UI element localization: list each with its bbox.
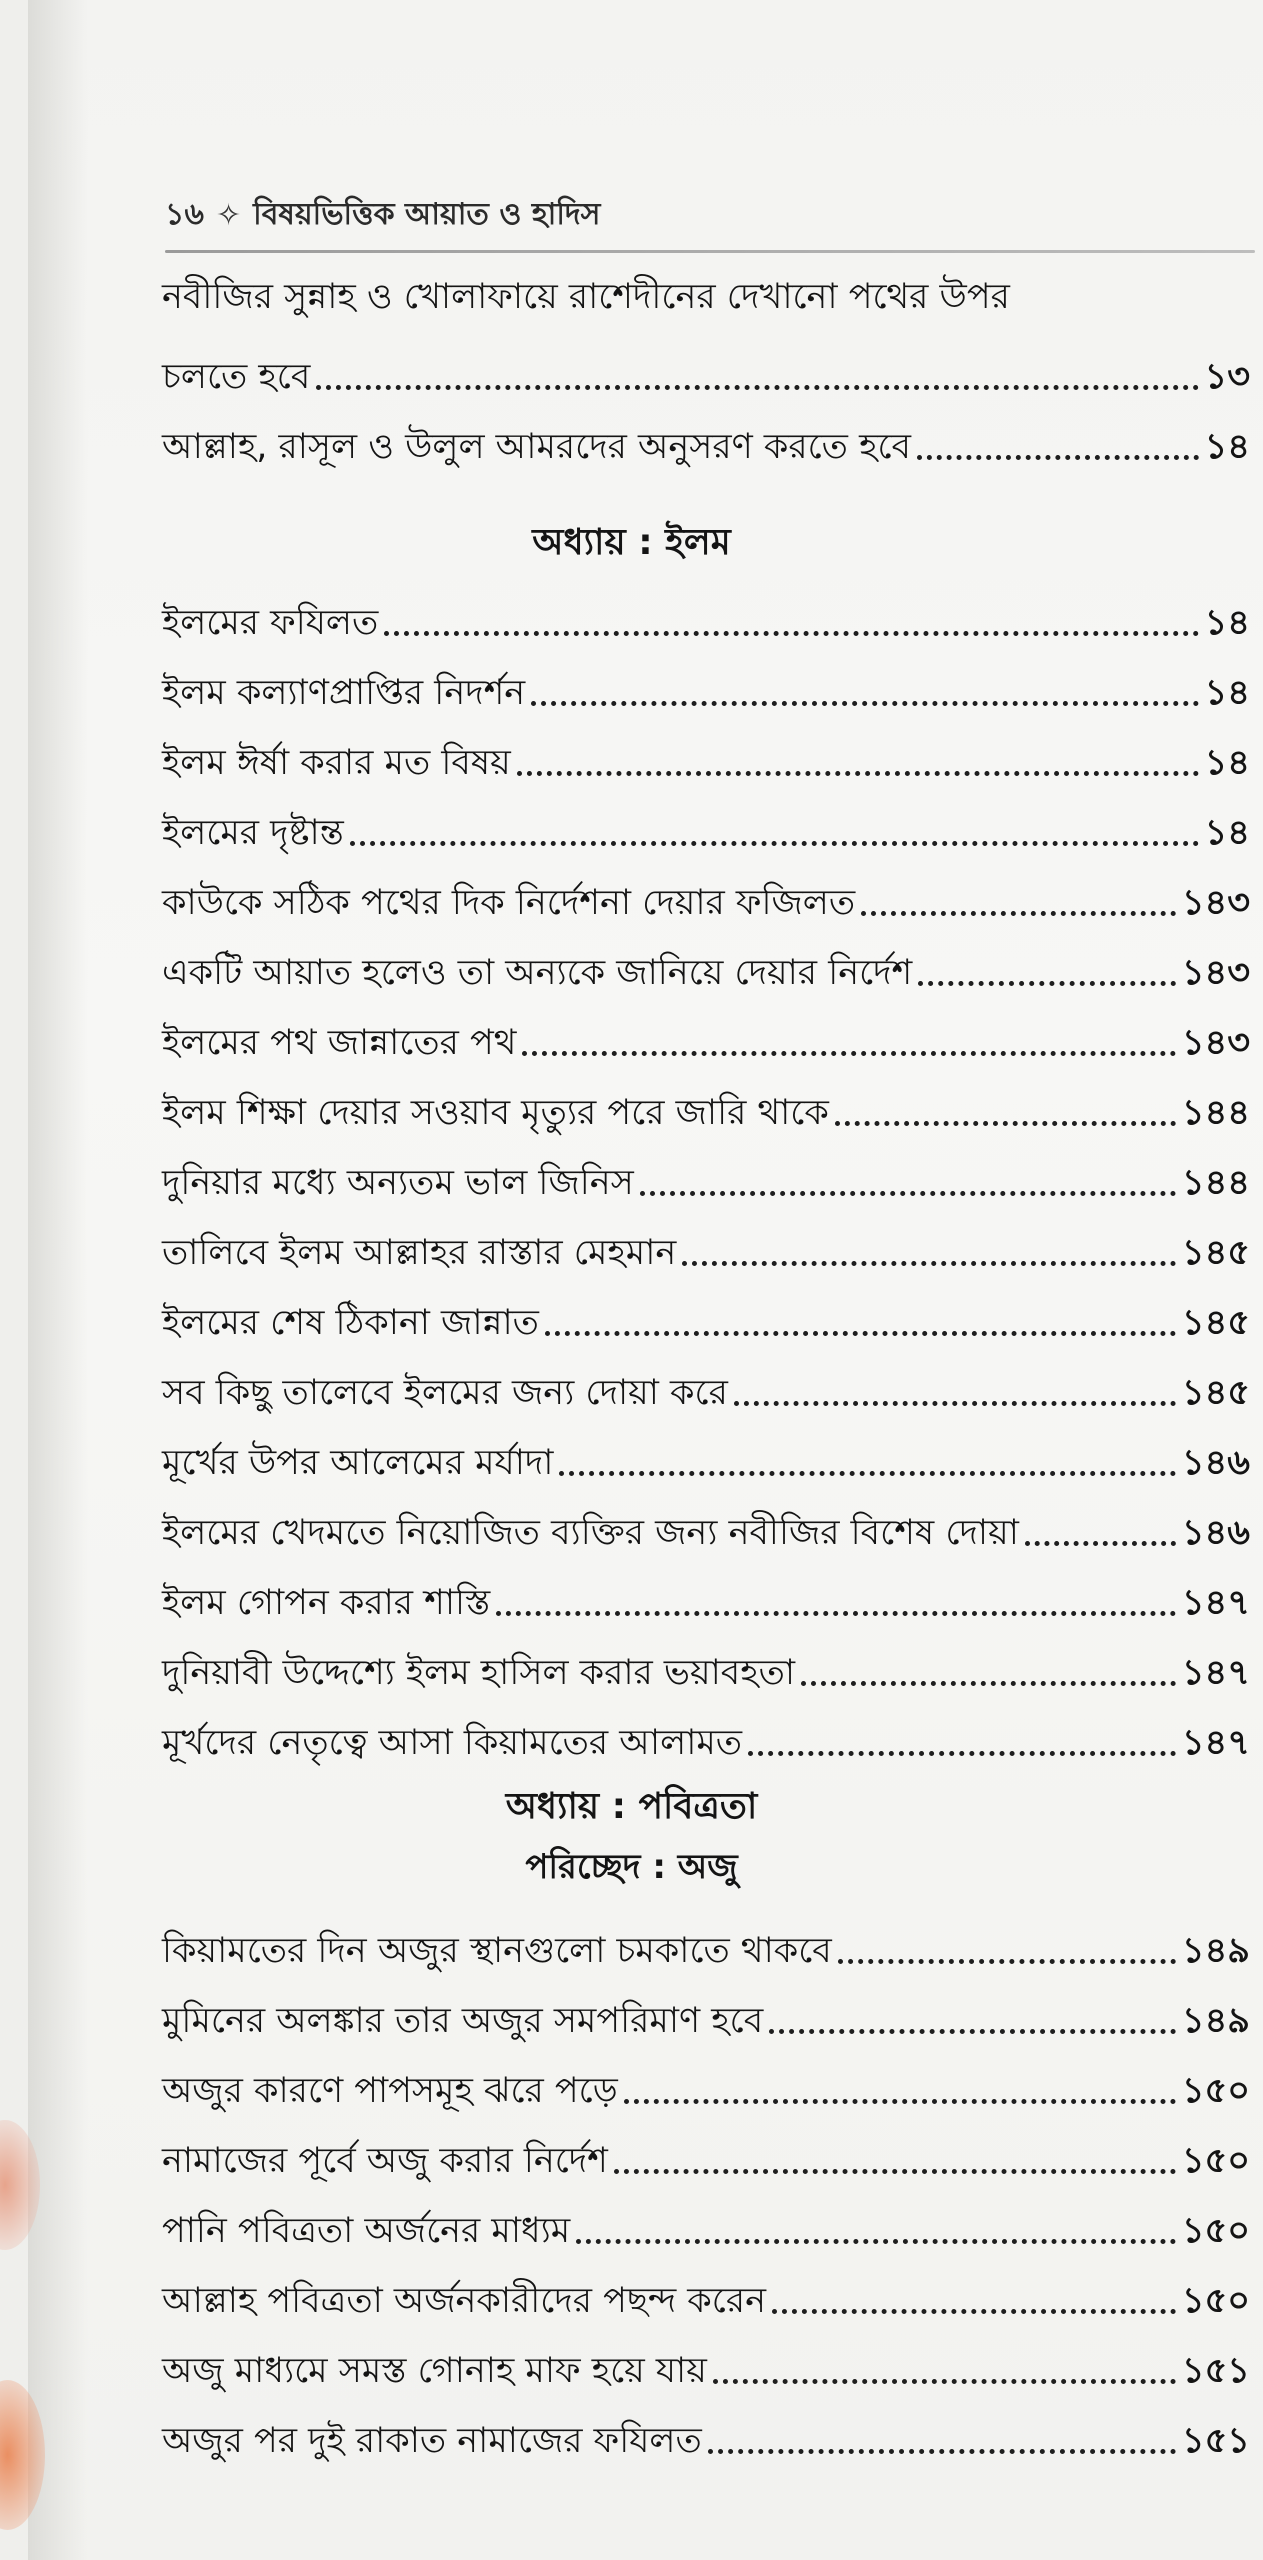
- toc-entry-page: ১৪৫: [1181, 1373, 1250, 1413]
- toc-entry-title: নবীজির সুন্নাহ ও খোলাফায়ে রাশেদীনের দেখানো পথের উপর: [162, 277, 1010, 317]
- toc-entry-title: অজুর কারণে পাপসমূহ ঝরে পড়ে: [162, 2071, 618, 2111]
- toc-entry[interactable]: [162, 1226, 1250, 1280]
- toc-entry-title: মুমিনের অলঙ্কার তার অজুর সমপরিমাণ হবে: [162, 2001, 764, 2041]
- dot-leader: [838, 1959, 1176, 1964]
- toc-entry-title: ইলম গোপন করার শাস্তি: [162, 1583, 491, 1623]
- toc-entry[interactable]: [162, 1576, 1250, 1630]
- toc-entry-title: ইলম ঈর্ষা করার মত বিষয়: [162, 743, 511, 783]
- toc-entry-page: ১৪৭: [1181, 1583, 1250, 1623]
- dot-leader: [769, 2029, 1176, 2034]
- toc-entry-page: ১৪৬: [1181, 1443, 1250, 1483]
- toc-entry[interactable]: [162, 350, 1250, 404]
- toc-entry-title: চলতে হবে: [162, 357, 311, 397]
- toc-entry-page: ১৫০: [1181, 2071, 1250, 2111]
- dot-leader: [545, 1331, 1176, 1336]
- toc-entry-page: ১৫০: [1181, 2281, 1250, 2321]
- toc-entry-page: ১৩: [1204, 357, 1250, 397]
- toc-entry-title: ইলম শিক্ষা দেয়ার সওয়াব মৃত্যুর পরে জারি থাকে: [162, 1093, 829, 1133]
- toc-entry[interactable]: [162, 420, 1250, 474]
- toc-entry-page: ১৪৩: [1181, 1023, 1250, 1063]
- toc-entry-title: পানি পবিত্রতা অর্জনের মাধ্যম: [162, 2211, 571, 2251]
- toc-entry-title: নামাজের পূর্বে অজু করার নির্দেশ: [162, 2141, 608, 2181]
- toc-entry[interactable]: [162, 1994, 1250, 2048]
- toc-entry-page: ১৪: [1204, 427, 1250, 467]
- toc-entry-title: কাউকে সঠিক পথের দিক নির্দেশনা দেয়ার ফজিলত: [162, 883, 856, 923]
- toc-entry[interactable]: [162, 2414, 1250, 2468]
- dot-leader: [835, 1121, 1176, 1126]
- running-header: [165, 192, 1165, 238]
- toc-entry[interactable]: [162, 270, 1250, 324]
- chapter-heading-purity: অধ্যায় : পবিত্রতা: [505, 1786, 758, 1827]
- toc-entry-title: অজুর পর দুই রাকাত নামাজের ফযিলত: [162, 2421, 702, 2461]
- toc-entry-page: ১৪: [1204, 743, 1250, 783]
- toc-entry-title: মূর্খের উপর আলেমের মর্যাদা: [162, 1443, 554, 1483]
- header-ornament-icon: ✧: [215, 197, 242, 233]
- dot-leader: [772, 2309, 1176, 2314]
- toc-entry[interactable]: [162, 2344, 1250, 2398]
- dot-leader: [624, 2099, 1176, 2104]
- toc-entry-title: আল্লাহ, রাসূল ও উলুল আমরদের অনুসরণ করতে হবে: [162, 427, 911, 467]
- dot-leader: [748, 1751, 1176, 1756]
- toc-entry-title: ইলমের শেষ ঠিকানা জান্নাত: [162, 1303, 539, 1343]
- toc-entry-title: মূর্খদের নেতৃত্বে আসা কিয়ামতের আলামত: [162, 1723, 743, 1763]
- toc-entry-title: ইলমের ফযিলত: [162, 603, 379, 643]
- toc-entry[interactable]: [162, 1016, 1250, 1070]
- toc-entry-title: ইলম কল্যাণপ্রাপ্তির নিদর্শন: [162, 673, 526, 713]
- toc-entry[interactable]: [162, 1086, 1250, 1140]
- book-title: বিষয়ভিত্তিক আয়াত ও হাদিস: [253, 196, 601, 232]
- dot-leader: [522, 1051, 1175, 1056]
- toc-entry[interactable]: [162, 1296, 1250, 1350]
- toc-entry[interactable]: [162, 876, 1250, 930]
- toc-entry-page: ১৪: [1204, 813, 1250, 853]
- toc-entry[interactable]: [162, 1646, 1250, 1700]
- dot-leader: [682, 1261, 1176, 1266]
- toc-entry-page: ১৫০: [1181, 2141, 1250, 2181]
- toc-entry[interactable]: [162, 2134, 1250, 2188]
- toc-entry-title: ইলমের দৃষ্টান্ত: [162, 813, 344, 853]
- dot-leader: [517, 771, 1199, 776]
- dot-leader: [316, 385, 1198, 390]
- toc-entry[interactable]: [162, 1924, 1250, 1978]
- dot-leader: [861, 911, 1176, 916]
- toc-entry-page: ১৫১: [1181, 2421, 1250, 2461]
- dot-leader: [1025, 1541, 1176, 1546]
- toc-entry-page: ১৪৪: [1181, 1163, 1250, 1203]
- toc-entry-title: কিয়ামতের দিন অজুর স্থানগুলো চমকাতে থাকবে: [162, 1931, 832, 1971]
- dot-leader: [708, 2449, 1176, 2454]
- toc-entry-title: অজু মাধ্যমে সমস্ত গোনাহ মাফ হয়ে যায়: [162, 2351, 707, 2391]
- toc-entry-page: ১৪৫: [1181, 1233, 1250, 1273]
- toc-entry-page: ১৪৩: [1181, 883, 1250, 923]
- dot-leader: [801, 1681, 1176, 1686]
- dot-leader: [917, 455, 1199, 460]
- dot-leader: [640, 1191, 1176, 1196]
- dot-leader: [559, 1471, 1175, 1476]
- toc-entry[interactable]: [162, 1436, 1250, 1490]
- toc-entry[interactable]: [162, 1366, 1250, 1420]
- toc-entry[interactable]: [162, 1506, 1250, 1560]
- toc-entry-page: ১৪: [1204, 603, 1250, 643]
- header-rule: [165, 250, 1255, 253]
- toc-entry[interactable]: [162, 1156, 1250, 1210]
- toc-entry[interactable]: [162, 596, 1250, 650]
- toc-entry[interactable]: [162, 1716, 1250, 1770]
- dot-leader: [350, 841, 1199, 846]
- dot-leader: [384, 631, 1198, 636]
- toc-entry-page: ১৪৯: [1181, 1931, 1250, 1971]
- toc-entry-title: আল্লাহ পবিত্রতা অর্জনকারীদের পছন্দ করেন: [162, 2281, 767, 2321]
- page-number: ১৬: [165, 196, 204, 232]
- dot-leader: [713, 2379, 1176, 2384]
- toc-entry-title: তালিবে ইলম আল্লাহর রাস্তার মেহমান: [162, 1233, 677, 1273]
- toc-entry-page: ১৪৯: [1181, 2001, 1250, 2041]
- dot-leader: [531, 701, 1198, 706]
- toc-entry-title: দুনিয়ার মধ্যে অন্যতম ভাল জিনিস: [162, 1163, 634, 1203]
- toc-entry[interactable]: [162, 736, 1250, 790]
- dot-leader: [918, 981, 1176, 986]
- section-heading-wudu: পরিচ্ছেদ : অজু: [525, 1847, 738, 1887]
- toc-entry-title: সব কিছু তালেবে ইলমের জন্য দোয়া করে: [162, 1373, 728, 1413]
- toc-entry[interactable]: [162, 2274, 1250, 2328]
- dot-leader: [496, 1611, 1176, 1616]
- toc-entry-page: ১৪৭: [1181, 1653, 1250, 1693]
- toc-entry[interactable]: [162, 946, 1250, 1000]
- toc-entry-page: ১৪৫: [1181, 1303, 1250, 1343]
- toc-entry[interactable]: [162, 2204, 1250, 2258]
- toc-entry-page: ১৫১: [1181, 2351, 1250, 2391]
- toc-entry-page: ১৪: [1204, 673, 1250, 713]
- toc-entry[interactable]: [162, 666, 1250, 720]
- toc-entry-title: দুনিয়াবী উদ্দেশ্যে ইলম হাসিল করার ভয়াবহতা: [162, 1653, 796, 1693]
- dot-leader: [614, 2169, 1176, 2174]
- toc-entry[interactable]: [162, 2064, 1250, 2118]
- toc-entry-page: ১৪৪: [1181, 1093, 1250, 1133]
- toc-entry-title: ইলমের পথ জান্নাতের পথ: [162, 1023, 517, 1063]
- chapter-heading-ilm: অধ্যায় : ইলম: [532, 522, 731, 563]
- toc-entry-page: ১৫০: [1181, 2211, 1250, 2251]
- toc-entry-title: একটি আয়াত হলেও তা অন্যকে জানিয়ে দেয়ার নির্দেশ: [162, 953, 913, 993]
- toc-entry-page: ১৪৭: [1181, 1723, 1250, 1763]
- toc-entry-page: ১৪৩: [1181, 953, 1250, 993]
- toc-entry-page: ১৪৬: [1181, 1513, 1250, 1553]
- dot-leader: [576, 2239, 1176, 2244]
- dot-leader: [734, 1401, 1176, 1406]
- toc-entry-title: ইলমের খেদমতে নিয়োজিত ব্যক্তির জন্য নবীজির বিশেষ দোয়া: [162, 1513, 1019, 1553]
- toc-entry[interactable]: [162, 806, 1250, 860]
